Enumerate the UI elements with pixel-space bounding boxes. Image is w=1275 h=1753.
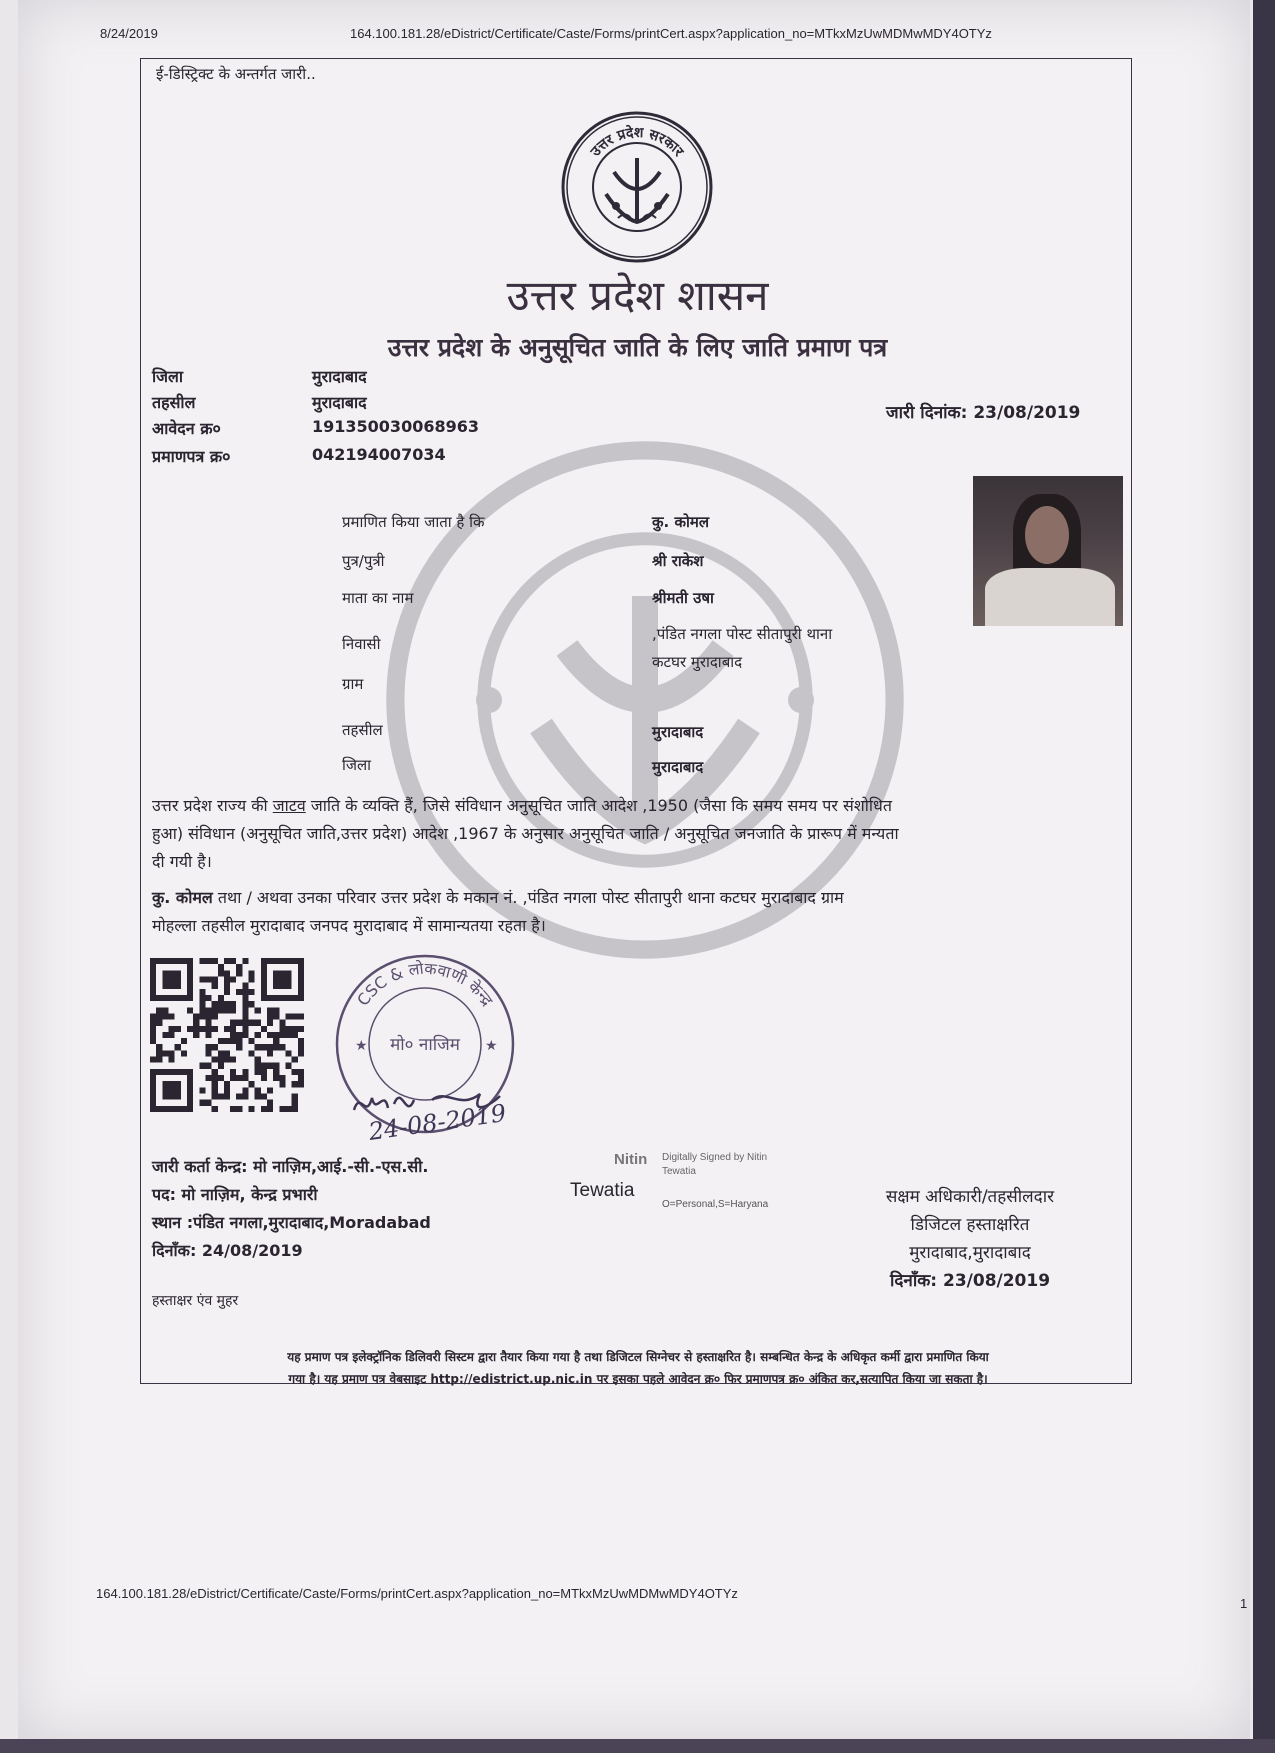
resident-address-line2: कटघर मुरादाबाद	[652, 653, 743, 671]
svg-text:CSC & लोकवाणी केन्द्र: CSC & लोकवाणी केन्द्र	[353, 958, 497, 1010]
up-government-emblem	[560, 110, 714, 264]
issuer-date: दिनाँक: 24/08/2019	[152, 1241, 303, 1260]
certificate-no-value: 042194007034	[312, 445, 446, 464]
stamp-inner-name: मो० नाजिम	[390, 1035, 460, 1055]
svg-text:★: ★	[355, 1038, 368, 1054]
scan-edge-bottom	[0, 1739, 1275, 1753]
issuer-designation: पद: मो नाज़िम, केन्द्र प्रभारी	[152, 1185, 318, 1204]
issue-date-value: 23/08/2019	[973, 403, 1081, 423]
parent-label: पुत्र/पुत्री	[342, 552, 385, 570]
application-no-value: 191350030068963	[312, 417, 479, 436]
tehsil-row-label: तहसील	[342, 721, 383, 739]
footer-url: 164.100.181.28/eDistrict/Certificate/Caste/Forms/printCert.aspx?application_no=MTkxMzUwMDMwMDY4OTYz	[96, 1586, 738, 1601]
district-value: मुरादाबाद	[312, 367, 367, 386]
resident-label: निवासी	[342, 635, 381, 653]
handwritten-date: 24-08-2019	[366, 1098, 508, 1146]
digital-sign-name2: Tewatia	[570, 1180, 635, 1201]
issuer-center: जारी कर्ता केन्द्र: मो नाज़िम,आई.-सी.-एस.सी.	[152, 1157, 429, 1176]
mother-label: माता का नाम	[342, 589, 414, 607]
applicant-name: कु. कोमल	[652, 513, 709, 531]
application-no-label: आवेदन क्र०	[152, 419, 221, 438]
sign-and-stamp-label: हस्ताक्षर एंव मुहर	[152, 1293, 239, 1309]
certificate-no-label: प्रमाणपत्र क्र०	[152, 447, 231, 466]
svg-text:उत्तर प्रदेश सरकार: उत्तर प्रदेश सरकार	[587, 124, 687, 160]
officer-signed: डिजिटल हस्ताक्षरित	[910, 1215, 1030, 1235]
mother-name: श्रीमती उषा	[652, 589, 714, 607]
verification-note: यह प्रमाण पत्र इलेक्ट्रॉनिक डिलिवरी सिस्टम द्वारा तैयार किया गया है तथा डिजिटल सिग्नेचर से हस्ताक्षरित है। सम्बन्धित केन्द्र के अधिकृत कर्मी द्वारा प्रमाणित किया गया है। यह प्रमाण पत्र वेबसाइट http://edistrict.up.nic.in पर इसका पहले आवेदन क्र० फिर प्रमाणपत्र क्र० अंकित कर,सत्यापित किया जा सकता है।	[287, 1350, 989, 1386]
print-date: 8/24/2019	[100, 26, 158, 41]
scan-edge	[1253, 0, 1275, 1753]
tehsil-label: तहसील	[152, 393, 196, 412]
district-label: जिला	[152, 367, 184, 386]
issuer-place: स्थान :पंडित नगला,मुरादाबाद,Moradabad	[152, 1213, 431, 1232]
qr-code	[150, 958, 304, 1112]
digital-sign-name1: Nitin	[614, 1151, 648, 1168]
issued-under-text: ई-डिस्ट्रिक्ट के अन्तर्गत जारी..	[156, 65, 316, 83]
digital-signed-by: Digitally Signed by Nitin	[662, 1152, 768, 1163]
officer-place: मुरादाबाद,मुरादाबाद	[909, 1243, 1031, 1263]
issue-date	[886, 400, 1080, 423]
digital-signed-by2: Tewatia	[662, 1166, 696, 1177]
certificate-title: उत्तर प्रदेश शासन	[506, 271, 769, 320]
officer-date: दिनाँक: 23/08/2019	[889, 1271, 1051, 1291]
officer-title: सक्षम अधिकारी/तहसीलदार	[885, 1187, 1055, 1207]
resident-address-line1: ,पंडित नगला पोस्ट सीतापुरी थाना	[652, 625, 833, 643]
father-name: श्री राकेश	[652, 552, 704, 570]
district-row-label: जिला	[342, 756, 372, 774]
tehsil-value: मुरादाबाद	[312, 393, 367, 412]
tehsil-row-value: मुरादाबाद	[652, 723, 704, 741]
issue-date-label: जारी दिनांक:	[886, 403, 968, 423]
certified-label: प्रमाणित किया जाता है कि	[342, 513, 485, 531]
caste-declaration: उत्तर प्रदेश राज्य की जाटव जाति के व्यक्ति हैं, जिसे संविधान अनुसूचित जाति आदेश ,1950 (जैसा कि समय समय पर संशोधित हुआ) संविधान (अनुसूचित जाति,उत्तर प्रदेश) आदेश ,1967 के अनुसार अनुसूचित जाति / अनुसूचित जनजाति के प्रारूप में मन्यता दी गयी है।	[152, 796, 899, 871]
certificate-subtitle: उत्तर प्रदेश के अनुसूचित जाति के लिए जाति प्रमाण पत्र	[387, 333, 888, 362]
svg-text:★: ★	[485, 1038, 498, 1054]
district-row-value: मुरादाबाद	[652, 758, 704, 776]
applicant-name-inline: कु. कोमल	[152, 888, 213, 907]
digital-sign-dn: O=Personal,S=Haryana	[662, 1199, 769, 1210]
handwritten-signature	[350, 1080, 530, 1150]
caste-name: जाटव	[272, 796, 306, 815]
print-url: 164.100.181.28/eDistrict/Certificate/Caste/Forms/printCert.aspx?application_no=MTkxMzUwMDMwMDY4OTYz	[350, 26, 992, 41]
residence-declaration: कु. कोमल तथा / अथवा उनका परिवार उत्तर प्रदेश के मकान नं. ,पंडित नगला पोस्ट सीतापुरी थाना कटघर मुरादाबाद ग्राम मोहल्ला तहसील मुरादाबाद जनपद मुरादाबाद में सामान्यतया रहता है।	[152, 888, 844, 935]
village-label: ग्राम	[342, 675, 364, 693]
page-number: 1	[1240, 1596, 1248, 1611]
applicant-photo	[973, 476, 1123, 626]
